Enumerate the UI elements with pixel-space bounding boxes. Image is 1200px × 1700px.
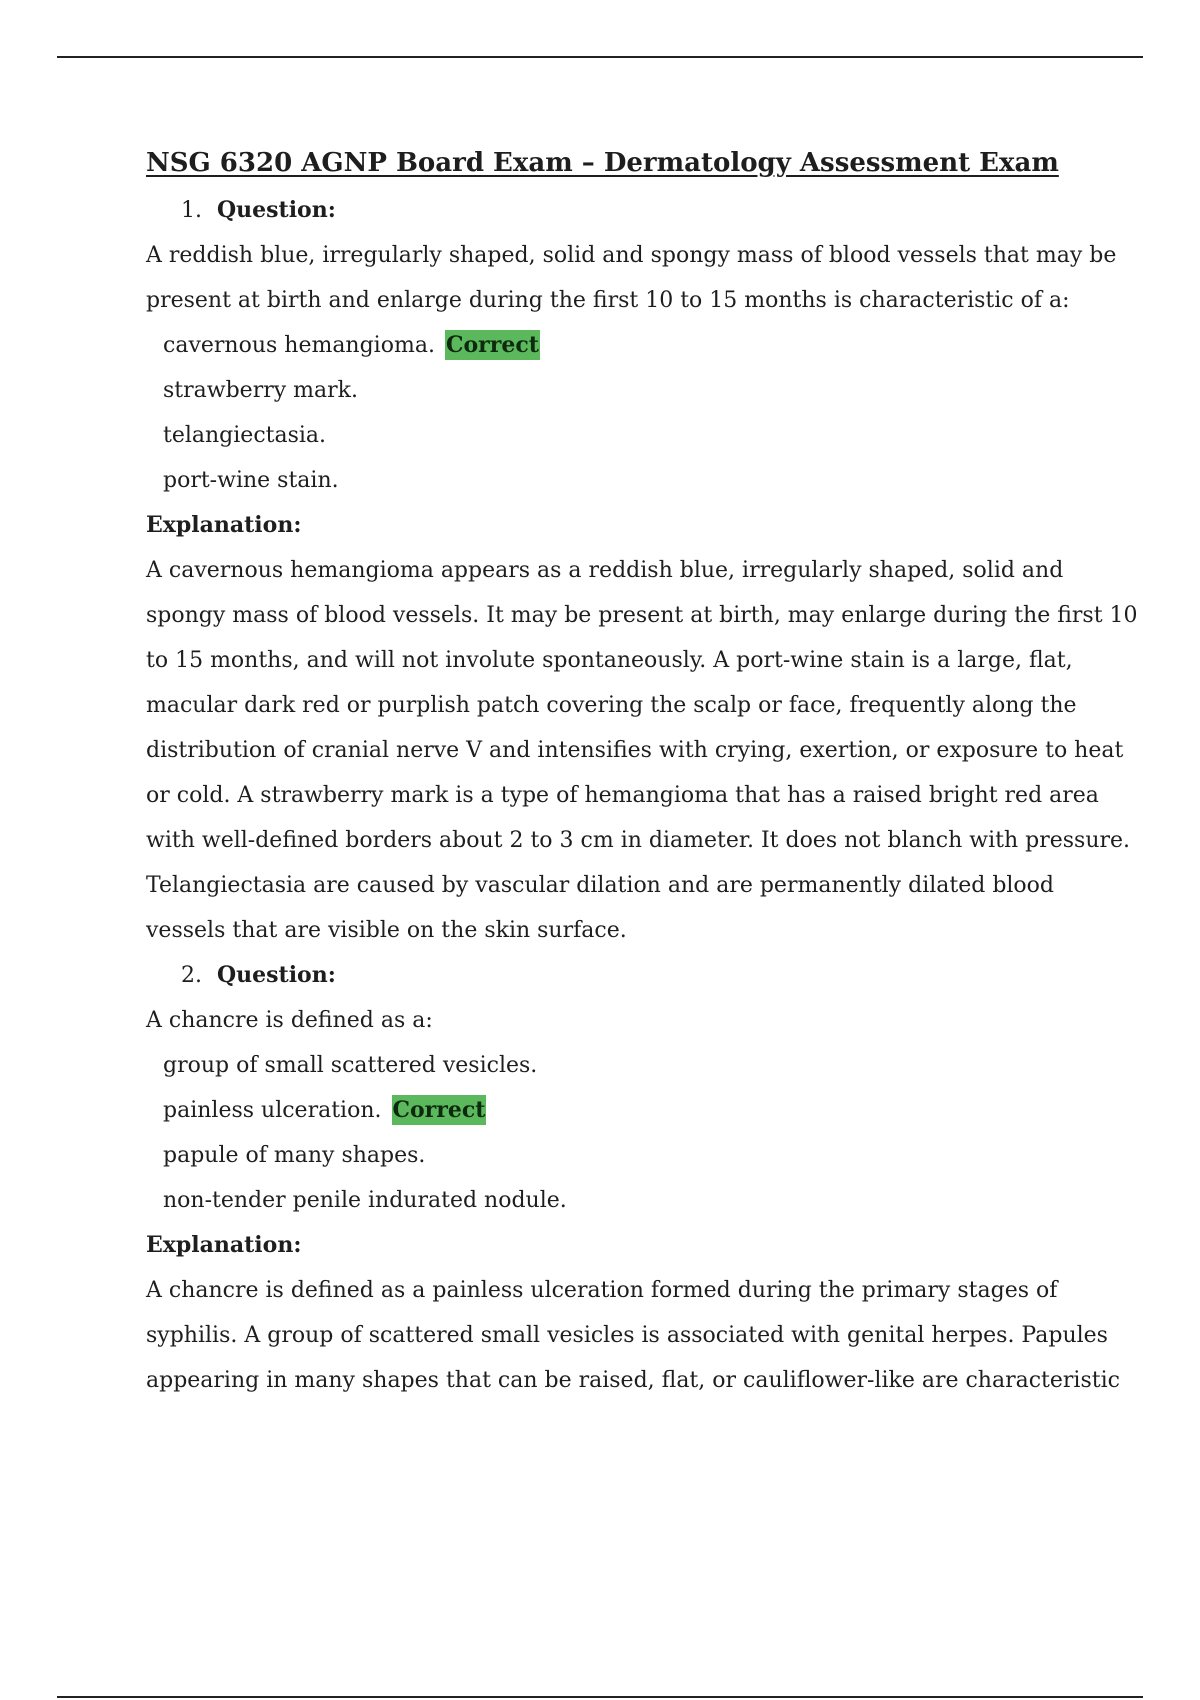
question-label: Question: [217, 962, 336, 988]
question-1 [146, 188, 1138, 953]
answer-option [163, 458, 1106, 503]
option-text: painless ulceration. [163, 1098, 382, 1123]
option-text: port-wine stain. [163, 468, 339, 493]
explanation-line: appearing in many shapes that can be raised, flat, or cauliflower-like are characteristic [146, 1368, 1120, 1393]
explanation-line: macular dark red or purplish patch covering the scalp or face, frequently along the [146, 693, 1077, 718]
question-2 [146, 953, 1120, 1403]
question-heading [146, 953, 1106, 998]
document-body [146, 138, 1138, 1403]
prompt-line: present at birth and enlarge during the first 10 to 15 months is characteristic of a: [146, 288, 1070, 313]
question-number: 1. [181, 198, 202, 223]
answer-option [163, 1088, 1106, 1133]
explanation-line: to 15 months, and will not involute spontaneously. A port-wine stain is a large, flat, [146, 648, 1073, 673]
question-prompt [146, 998, 1106, 1043]
explanation-line: vessels that are visible on the skin surface. [146, 918, 627, 943]
prompt-line: A chancre is defined as a: [146, 1008, 433, 1033]
answer-option [163, 368, 1106, 413]
option-text: non-tender penile indurated nodule. [163, 1188, 567, 1213]
option-text: strawberry mark. [163, 378, 358, 403]
explanation-label: Explanation: [146, 512, 302, 538]
question-prompt [146, 233, 1117, 323]
explanation-text [146, 1268, 1120, 1403]
explanation-line: spongy mass of blood vessels. It may be present at birth, may enlarge during the first 10 [146, 603, 1138, 628]
answer-option [163, 1178, 1106, 1223]
answer-option [163, 323, 1106, 368]
footer-rule [57, 1696, 1143, 1698]
question-number: 2. [181, 963, 202, 988]
option-text: cavernous hemangioma. [163, 333, 435, 358]
explanation-line: or cold. A strawberry mark is a type of hemangioma that has a raised bright red area [146, 783, 1099, 808]
correct-badge: Correct [392, 1097, 486, 1123]
prompt-line: A reddish blue, irregularly shaped, solid and spongy mass of blood vessels that may be [146, 243, 1117, 268]
answer-options [146, 1043, 1106, 1223]
answer-option [163, 1043, 1106, 1088]
explanation-line: distribution of cranial nerve V and intensifies with crying, exertion, or exposure to heat [146, 738, 1124, 763]
explanation-line: A chancre is defined as a painless ulceration formed during the primary stages of [146, 1278, 1058, 1303]
question-heading [146, 188, 1106, 233]
explanation-label: Explanation: [146, 1232, 302, 1258]
question-label: Question: [217, 197, 336, 223]
correct-badge: Correct [445, 332, 539, 358]
explanation-line: with well-defined borders about 2 to 3 cm in diameter. It does not blanch with pressure. [146, 828, 1131, 853]
explanation-line: Telangiectasia are caused by vascular dilation and are permanently dilated blood [146, 873, 1055, 898]
explanation-line: A cavernous hemangioma appears as a reddish blue, irregularly shaped, solid and [146, 558, 1064, 583]
explanation-text [146, 548, 1138, 953]
answer-option [163, 413, 1106, 458]
option-text: papule of many shapes. [163, 1143, 426, 1168]
answer-options [146, 323, 1106, 503]
header-rule [57, 56, 1143, 58]
explanation-line: syphilis. A group of scattered small vesicles is associated with genital herpes. Papules [146, 1323, 1108, 1348]
answer-option [163, 1133, 1106, 1178]
option-text: telangiectasia. [163, 423, 327, 448]
option-text: group of small scattered vesicles. [163, 1053, 538, 1078]
page-title: NSG 6320 AGNP Board Exam – Dermatology Assessment Exam [146, 148, 1059, 178]
